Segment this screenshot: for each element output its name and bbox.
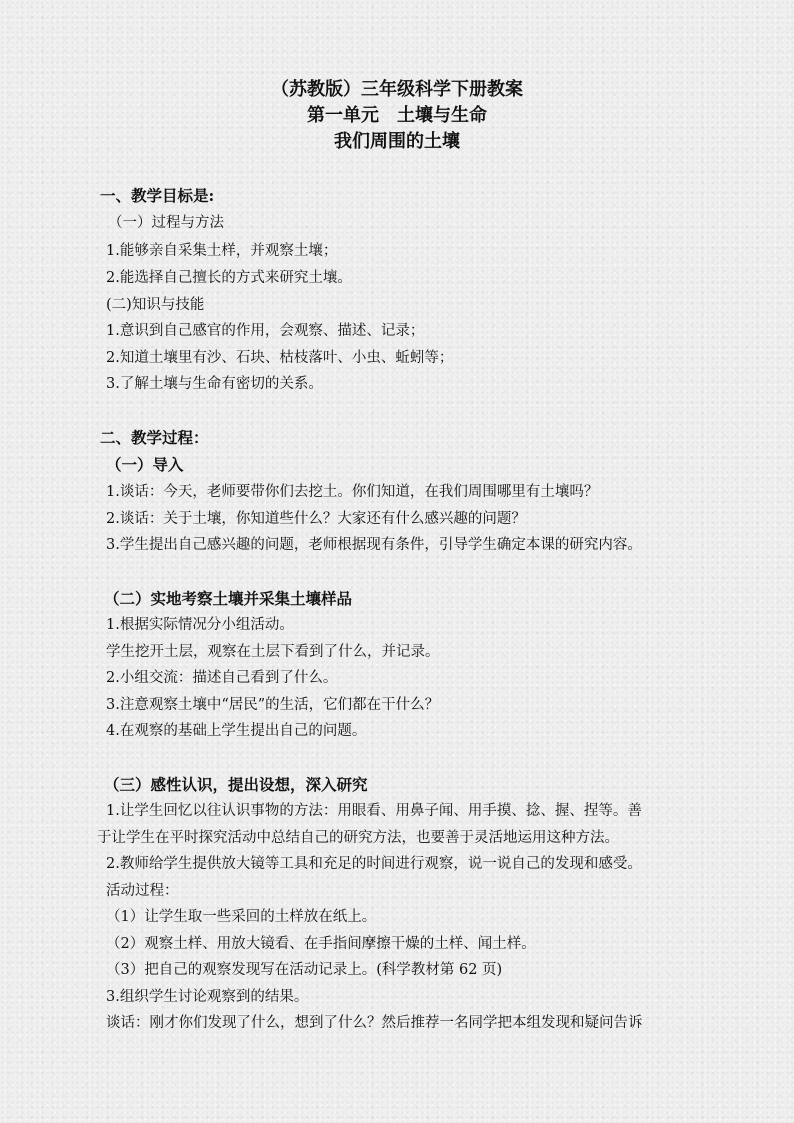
paragraph-line: 1.谈话：今天，老师要带你们去挖土。你们知道，在我们周围哪里有土壤吗？ (106, 484, 599, 500)
paragraph-line: （1）让学生取一些采回的土样放在纸上。 (106, 909, 377, 925)
subsection-heading-process-method: （一）过程与方法 (108, 215, 224, 231)
subsection-heading-knowledge-skill: (二)知识与技能 (106, 297, 205, 313)
unit-title: 第一单元 土壤与生命 (307, 105, 487, 126)
document-title: （苏教版）三年级科学下册教案 (271, 79, 523, 100)
paragraph-line: （3）把自己的观察发现写在活动记录上。(科学教材第 62 页) (106, 962, 503, 978)
paragraph-line: 3.组织学生讨论观察到的结果。 (106, 989, 309, 1005)
objective-item: 1.意识到自己感官的作用，会观察、描述、记录； (106, 323, 425, 339)
objective-item: 2.知道土壤里有沙、石块、枯枝落叶、小虫、蚯蚓等； (106, 350, 454, 366)
paragraph-line: 2.谈话：关于土壤，你知道些什么？大家还有什么感兴趣的问题？ (106, 511, 526, 527)
section-heading-objectives: 一、教学目标是: (100, 186, 215, 205)
paragraph-line: 3.学生提出自己感兴趣的问题，老师根据现有条件，引导学生确定本课的研究内容。 (106, 537, 642, 553)
section-heading-process: 二、教学过程： (100, 428, 209, 447)
part-heading-intro: （一）导入 (106, 455, 184, 474)
paragraph-line: 4.在观察的基础上学生提出自己的问题。 (106, 723, 367, 739)
paragraph-line: 2.教师给学生提供放大镜等工具和充足的时间进行观察，说一说自己的发现和感受。 (106, 856, 642, 872)
paragraph-line: 2.小组交流：描述自己看到了什么。 (106, 670, 338, 686)
objective-item: 3.了解土壤与生命有密切的关系。 (106, 376, 323, 392)
paragraph-line: 活动过程： (106, 883, 179, 899)
lesson-title: 我们周围的土壤 (334, 131, 460, 152)
objective-item: 2.能选择自己擅长的方式来研究土壤。 (106, 270, 352, 286)
part-heading-research: （三）感性认识，提出设想，深入研究 (104, 775, 368, 794)
paragraph-line: 谈话：刚才你们发现了什么，想到了什么？然后推荐一名同学把本组发现和疑问告诉 (106, 1015, 643, 1031)
part-heading-field-study: （二）实地考察土壤并采集土壤样品 (104, 589, 353, 608)
paragraph-line: （2）观察土样、用放大镜看、在手指间摩擦干燥的土样、闻土样。 (106, 936, 536, 952)
objective-item: 1.能够亲自采集土样，并观察土壤； (106, 243, 338, 259)
paragraph-line: 3.注意观察土壤中“居民”的生活，它们都在干什么？ (106, 697, 440, 713)
paragraph-line: 1.根据实际情况分小组活动。 (106, 617, 294, 633)
paragraph-line: 学生挖开土层，观察在土层下看到了什么，并记录。 (106, 644, 440, 660)
paragraph-line: 于让学生在平时探究活动中总结自己的研究方法，也要善于灵活地运用这种方法。 (97, 830, 619, 846)
paragraph-line: 1.让学生回忆以往认识事物的方法：用眼看、用鼻子闻、用手摸、捻、握、捏等。善 (106, 803, 642, 819)
